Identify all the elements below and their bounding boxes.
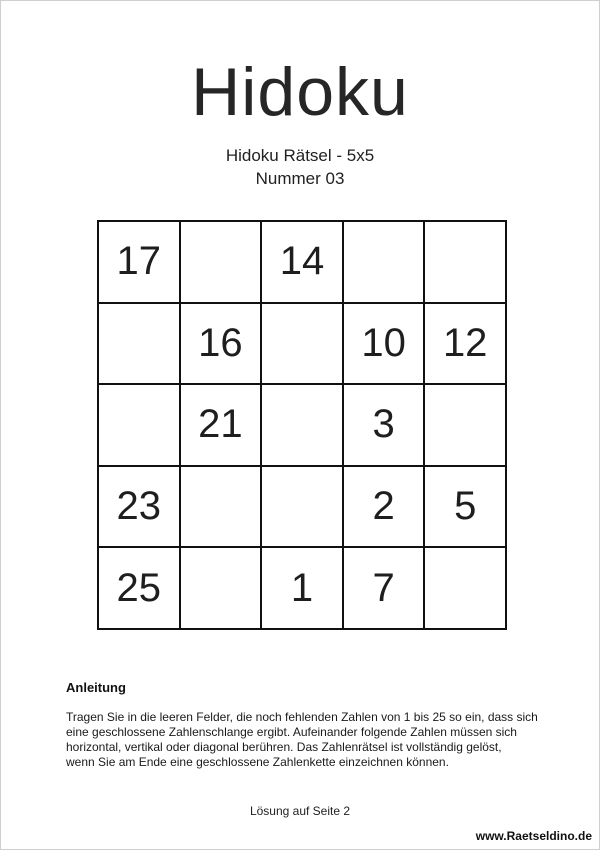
hidoku-grid (97, 220, 507, 630)
empty-cell[interactable] (262, 304, 344, 386)
page-title: Hidoku (191, 54, 409, 130)
instructions-heading: Anleitung (66, 680, 126, 695)
given-number-cell: 5 (425, 467, 507, 549)
empty-cell[interactable] (262, 467, 344, 549)
given-number-cell: 7 (344, 548, 426, 630)
puzzle-subtitle: Hidoku Rätsel - 5x5 (225, 146, 375, 165)
given-number-cell: 16 (181, 304, 263, 386)
instructions-line: horizontal, vertikal oder diagonal berühren. Das Zahlenrätsel ist vollständig gelöst, (66, 740, 502, 754)
given-number-cell: 25 (99, 548, 181, 630)
given-number-cell: 1 (262, 548, 344, 630)
empty-cell[interactable] (181, 222, 263, 304)
instructions-text (66, 710, 546, 770)
empty-cell[interactable] (425, 548, 507, 630)
empty-cell[interactable] (99, 304, 181, 386)
given-number-cell: 23 (99, 467, 181, 549)
empty-cell[interactable] (425, 222, 507, 304)
website-link[interactable]: www.Raetseldino.de (475, 829, 592, 843)
instructions-line: eine geschlossene Zahlenschlange ergibt. Aufeinander folgende Zahlen müssen sich (66, 725, 517, 739)
instructions-line: Tragen Sie in die leeren Felder, die noch fehlenden Zahlen von 1 bis 25 so ein, dass sich (66, 710, 538, 724)
empty-cell[interactable] (425, 385, 507, 467)
given-number-cell: 17 (99, 222, 181, 304)
given-number-cell: 12 (425, 304, 507, 386)
empty-cell[interactable] (344, 222, 426, 304)
solution-note: Lösung auf Seite 2 (249, 804, 351, 818)
given-number-cell: 10 (344, 304, 426, 386)
instructions-line: wenn Sie am Ende eine geschlossene Zahlenkette einzeichnen können. (66, 755, 449, 769)
puzzle-number: Nummer 03 (255, 169, 345, 188)
given-number-cell: 3 (344, 385, 426, 467)
empty-cell[interactable] (181, 467, 263, 549)
given-number-cell: 21 (181, 385, 263, 467)
empty-cell[interactable] (181, 548, 263, 630)
given-number-cell: 14 (262, 222, 344, 304)
given-number-cell: 2 (344, 467, 426, 549)
empty-cell[interactable] (99, 385, 181, 467)
empty-cell[interactable] (262, 385, 344, 467)
